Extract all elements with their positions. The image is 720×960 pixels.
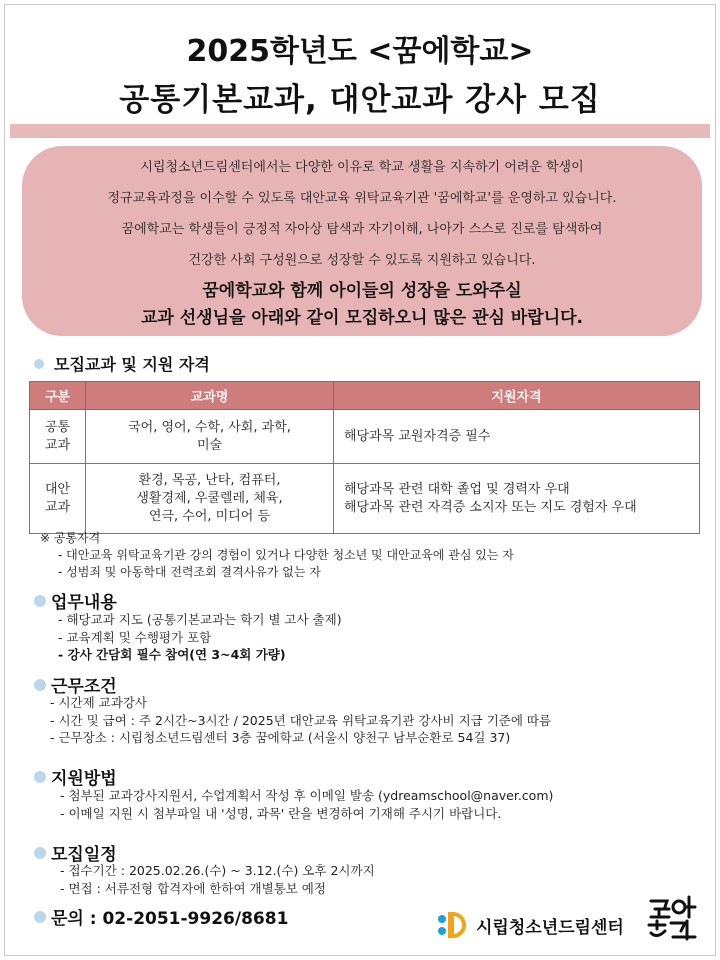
bullet-dot-icon <box>34 359 44 369</box>
list-item: - 교육계획 및 수행평가 포함 <box>58 629 212 645</box>
list-item: - 시간 및 급여 : 주 2시간~3시간 / 2025년 대안교육 위탁교육기관 강사비 지급 기준에 따름 <box>50 712 552 728</box>
section-apply-heading <box>34 764 117 789</box>
intro-line: 시립청소년드림센터에서는 다양한 이유로 학교 생활을 지속하기 어려운 학생이 <box>140 160 584 175</box>
common-item: - 대안교육 위탁교육기관 강의 경험이 있거나 다양한 청소년 및 대안교육에 관심 있는 자 <box>58 548 514 562</box>
table-header-row <box>30 382 700 410</box>
common-note: ※ 공통자격 <box>40 531 101 545</box>
title-line-1: 2025학년도 <꿈에학교> <box>186 34 534 69</box>
common-qualification <box>40 530 514 581</box>
intro-emphasis: 꿈에학교와 함께 아이들의 성장을 도와주실 <box>202 281 522 301</box>
bullet-dot-icon <box>34 847 46 859</box>
contact-line <box>34 904 288 929</box>
section-title: 모집일정 <box>51 845 117 865</box>
school-script-logo-icon <box>645 893 701 943</box>
cell-subjects: 국어, 영어, 수학, 사회, 과학, 미술 <box>86 410 334 464</box>
apply-list <box>60 787 553 822</box>
list-item: - 접수기간 : 2025.02.26.(수) ~ 3.12.(수) 오후 2시까지 <box>60 863 375 878</box>
center-logo <box>436 908 624 942</box>
list-item: - 면접 : 서류전형 합격자에 한하여 개별통보 예정 <box>60 880 326 896</box>
col-header-qualification: 지원자격 <box>334 382 700 410</box>
intro-line: 꿈에학교는 학생들이 긍정적 자아상 탐색과 자기이해, 나아가 스스로 진로를 탐색하여 <box>121 222 603 237</box>
cell-qualification: 해당과목 관련 대학 졸업 및 경력자 우대 해당과목 관련 자격증 소지자 또는 지도 경험자 우대 <box>334 464 700 534</box>
title-line-2: 공통기본교과, 대안교과 강사 모집 <box>119 82 601 118</box>
cell-category: 대안 교과 <box>30 464 86 534</box>
col-header-subjects: 교과명 <box>86 382 334 410</box>
cell-category: 공통 교과 <box>30 410 86 464</box>
common-item: - 성범죄 및 아동학대 전력조회 결격사유가 없는 자 <box>58 565 321 579</box>
center-name: 시립청소년드림센터 <box>476 917 624 938</box>
bullet-dot-icon <box>34 679 46 691</box>
list-item: - 시간제 교과강사 <box>50 695 147 710</box>
schedule-list <box>60 862 375 897</box>
title-underline-band <box>10 124 710 138</box>
table-row <box>30 464 700 534</box>
table-row <box>30 410 700 464</box>
section-title: 지원방법 <box>51 769 117 789</box>
bullet-dot-icon <box>34 911 46 923</box>
section-title: 모집교과 및 지원 자격 <box>54 355 210 374</box>
intro-emphasis: 교과 선생님을 아래와 같이 모집하오니 많은 관심 바랍니다. <box>140 308 583 328</box>
section-recruit-heading <box>34 352 210 375</box>
list-item: - 이메일 지원 시 첨부파일 내 '성명, 과목' 란을 변경하여 기재해 주시기 바랍니다. <box>60 805 502 821</box>
section-title: 업무내용 <box>51 593 117 613</box>
conditions-list <box>50 694 551 747</box>
bullet-dot-icon <box>34 595 46 607</box>
intro-line: 정규교육과정을 이수할 수 있도록 대안교육 위탁교육기관 '꿈에학교'를 운영하고 있습니다. <box>107 191 617 206</box>
list-item: - 강사 간담회 필수 참여(연 3~4회 가량) <box>58 647 286 662</box>
cell-subjects: 환경, 목공, 난타, 컴퓨터, 생활경제, 우쿨렐레, 체육, 연극, 수어, 미디어 등 <box>86 464 334 534</box>
list-item: - 근무장소 : 시립청소년드림센터 3층 꿈에학교 (서울시 양천구 남부순환로 54길 37) <box>50 730 511 745</box>
section-duties-heading <box>34 588 117 613</box>
dream-logo-icon <box>436 908 470 942</box>
list-item: - 첨부된 교과강사지원서, 수업계획서 작성 후 이메일 발송 (ydreamschool@naver.com) <box>60 788 554 803</box>
recruit-table <box>29 381 700 534</box>
bullet-dot-icon <box>34 771 46 783</box>
duties-list <box>58 611 342 664</box>
intro-box <box>22 146 702 336</box>
intro-line: 건강한 사회 구성원으로 성장할 수 있도록 지원하고 있습니다. <box>188 253 536 268</box>
col-header-category: 구분 <box>30 382 86 410</box>
section-title: 근무조건 <box>51 677 117 697</box>
contact-text: 문의 : 02-2051-9926/8681 <box>51 909 289 929</box>
list-item: - 해당교과 지도 (공통기본교과는 학기 별 고사 출제) <box>58 612 342 627</box>
cell-qualification: 해당과목 교원자격증 필수 <box>334 410 700 464</box>
